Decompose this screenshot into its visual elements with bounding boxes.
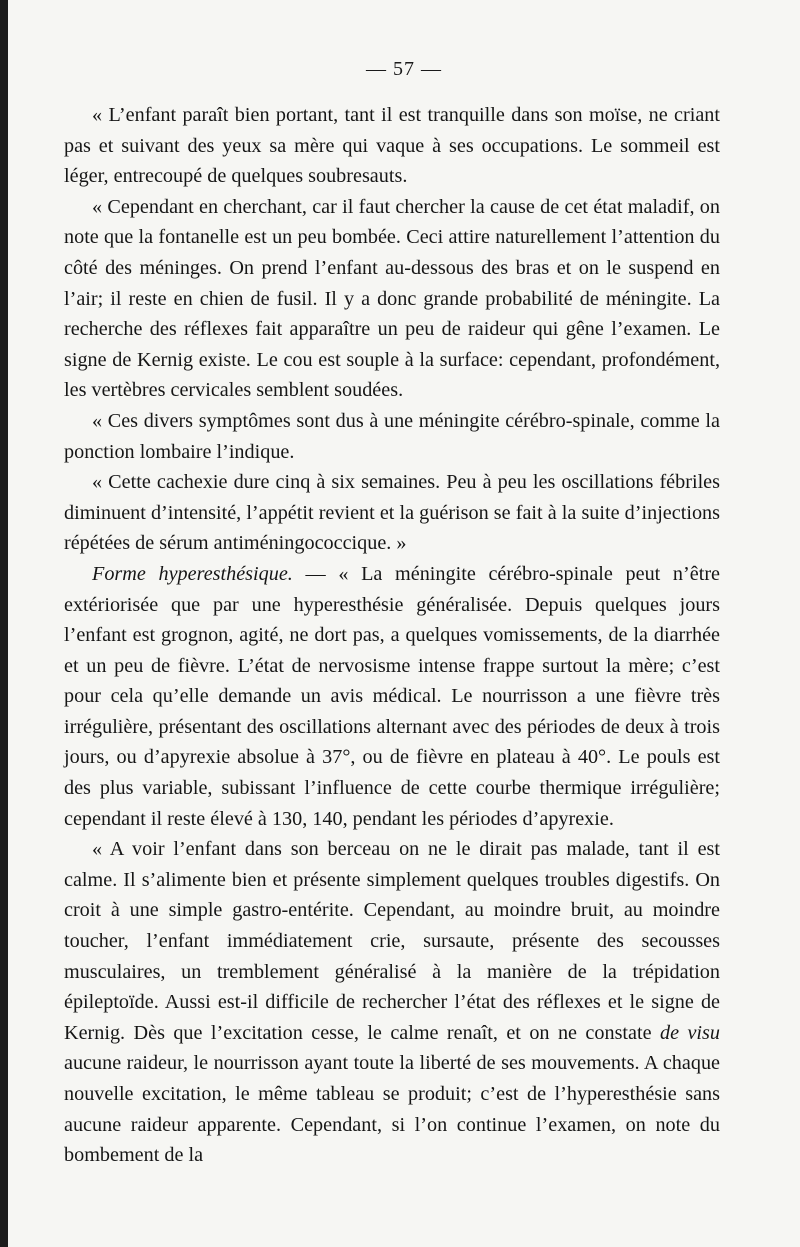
- paragraph-text: « L’enfant paraît bien portant, tant il est tranquille dans son moïse, ne criant pas et suivant des yeux sa mère qui vaque à ses occupations. Le sommeil est léger, entrecoupé de quelques soubresauts.: [64, 104, 720, 188]
- section-heading: Forme hyperesthésique.: [92, 562, 293, 585]
- paragraph: [64, 467, 720, 559]
- body-text: [64, 100, 720, 1171]
- emphasis-text: de visu: [660, 1021, 720, 1044]
- paragraph-text: aucune raideur, le nourrisson ayant toute la liberté de ses mouvements. A chaque nouvelle excitation, le même tableau se produit; c’est de l’hyperesthésie sans aucune raideur apparente. Cependant, si l’on continue l’examen, on note du bombement de la: [64, 1052, 720, 1167]
- paragraph: [64, 192, 720, 406]
- paragraph: [64, 406, 720, 467]
- paragraph: [64, 834, 720, 1171]
- paragraph: [64, 559, 720, 834]
- paragraph-text: « Cependant en cherchant, car il faut chercher la cause de cet état maladif, on note que la fontanelle est un peu bombée. Ceci attire naturellement l’attention du côté des méninges. On prend l’enfant au-dessous des bras et on le suspend en l’air; il reste en chien de fusil. Il y a donc grande probabilité de méningite. La recherche des réflexes fait apparaître un peu de raideur qui gêne l’examen. Le signe de Kernig existe. Le cou est souple à la surface: cependant, profondément, les vertèbres cervicales semblent soudées.: [64, 195, 720, 402]
- paragraph-text: « A voir l’enfant dans son berceau on ne le dirait pas malade, tant il est calme. Il s’alimente bien et présente simplement quelques troubles digestifs. On croit à une simple gastro-entérite. Cependant, au moindre bruit, au moindre toucher, l’enfant immédiatement crie, sursaute, présente des secousses musculaires, un tremblement généralisé à la manière de la trépidation épileptoïde. Aussi est-il difficile de rechercher l’état des réflexes et le signe de Kernig. Dès que l’excitation cesse, le calme renaît, et on ne constate: [64, 838, 720, 1044]
- paragraph: [64, 100, 720, 192]
- paragraph-text: — « La méningite cérébro-spinale peut n’être extériorisée que par une hyperesthésie généralisée. Depuis quelques jours l’enfant est grognon, agité, ne dort pas, a quelques vomissements, de la diarrhée et un peu de fièvre. L’état de nervosisme intense frappe surtout la mère; c’est pour cela qu’elle demande un avis médical. Le nourrisson a une fièvre très irrégulière, présentant des oscillations alternant avec des périodes de deux à trois jours, ou d’apyrexie absolue à 37°, ou de fièvre en plateau à 40°. Le pouls est des plus variable, subissant l’influence de cette courbe thermique irrégulière; cependant il reste élevé à 130, 140, pendant les périodes d’apyrexie.: [64, 562, 720, 830]
- document-page: [8, 0, 800, 1247]
- paragraph-text: « Ces divers symptômes sont dus à une méningite cérébro-spinale, comme la ponction lombaire l’indique.: [64, 409, 720, 463]
- paragraph-text: « Cette cachexie dure cinq à six semaines. Peu à peu les oscillations fébriles diminuent d’intensité, l’appétit revient et la guérison se fait à la suite d’injections répétées de sérum antiméningococcique. »: [64, 471, 720, 555]
- page-number: — 57 —: [366, 58, 442, 80]
